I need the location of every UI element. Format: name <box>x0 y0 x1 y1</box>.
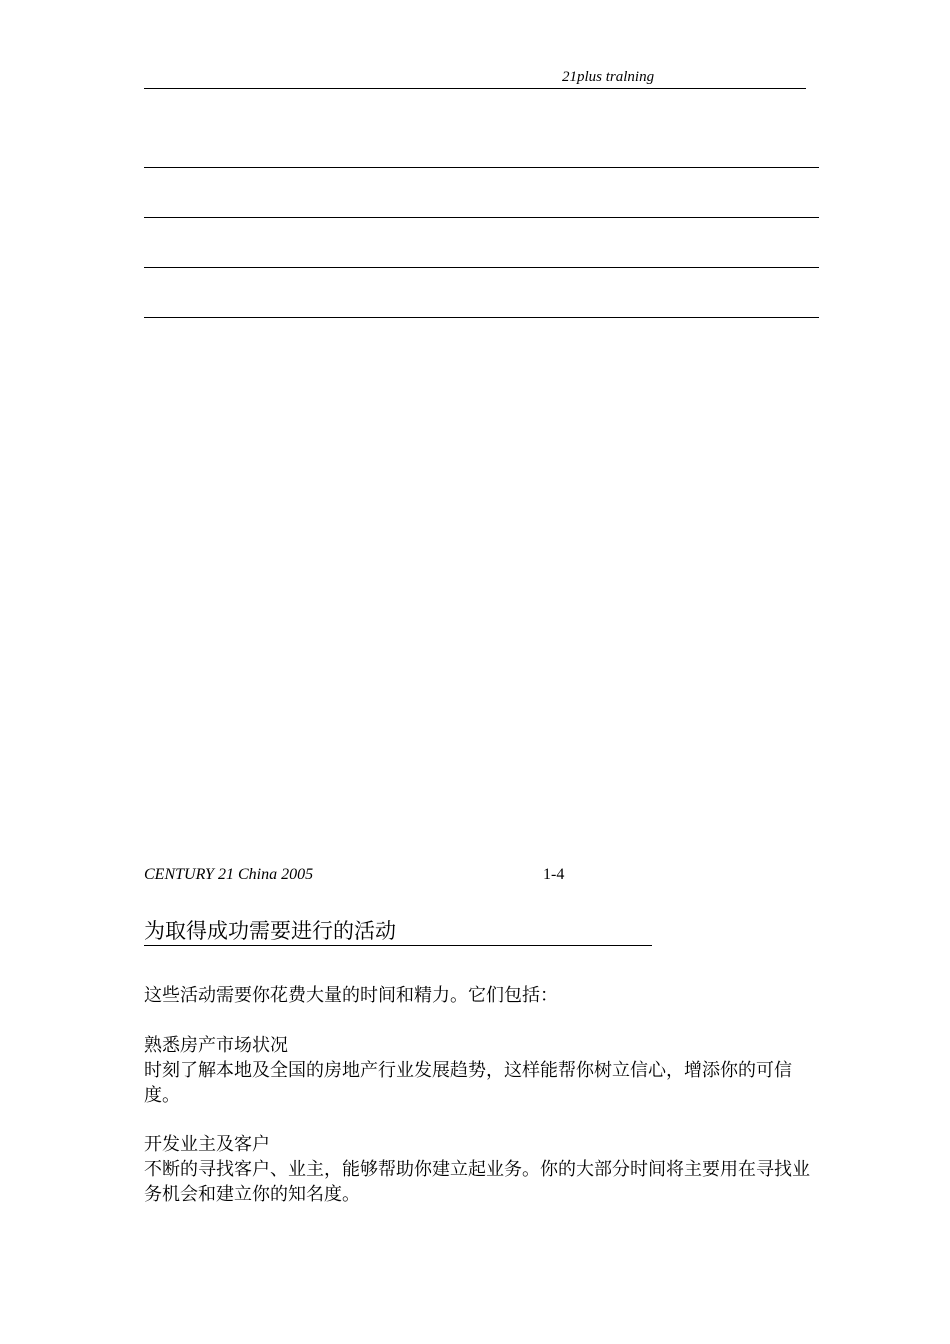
intro-paragraph: 这些活动需要你花费大量的时间和精力。它们包括： <box>144 985 558 1006</box>
section-heading: 为取得成功需要进行的活动 <box>144 917 652 946</box>
running-header: 21plus tralning <box>562 69 655 85</box>
item-heading: 熟悉房产市场状况 <box>144 1035 288 1056</box>
writing-line <box>144 317 819 318</box>
writing-line <box>144 217 819 218</box>
header-rule <box>144 88 806 89</box>
item-heading: 开发业主及客户 <box>144 1134 270 1155</box>
footer-copyright: CENTURY 21 China 2005 <box>144 866 314 883</box>
item-body: 时刻了解本地及全国的房地产行业发展趋势，这样能帮你树立信心，增添你的可信度。 <box>144 1060 792 1106</box>
item-body: 不断的寻找客户、业主，能够帮助你建立起业务。你的大部分时间将主要用在寻找业务机会和建立你的知名度。 <box>144 1159 810 1205</box>
writing-line <box>144 267 819 268</box>
writing-line <box>144 167 819 168</box>
page-number: 1-4 <box>543 866 565 883</box>
